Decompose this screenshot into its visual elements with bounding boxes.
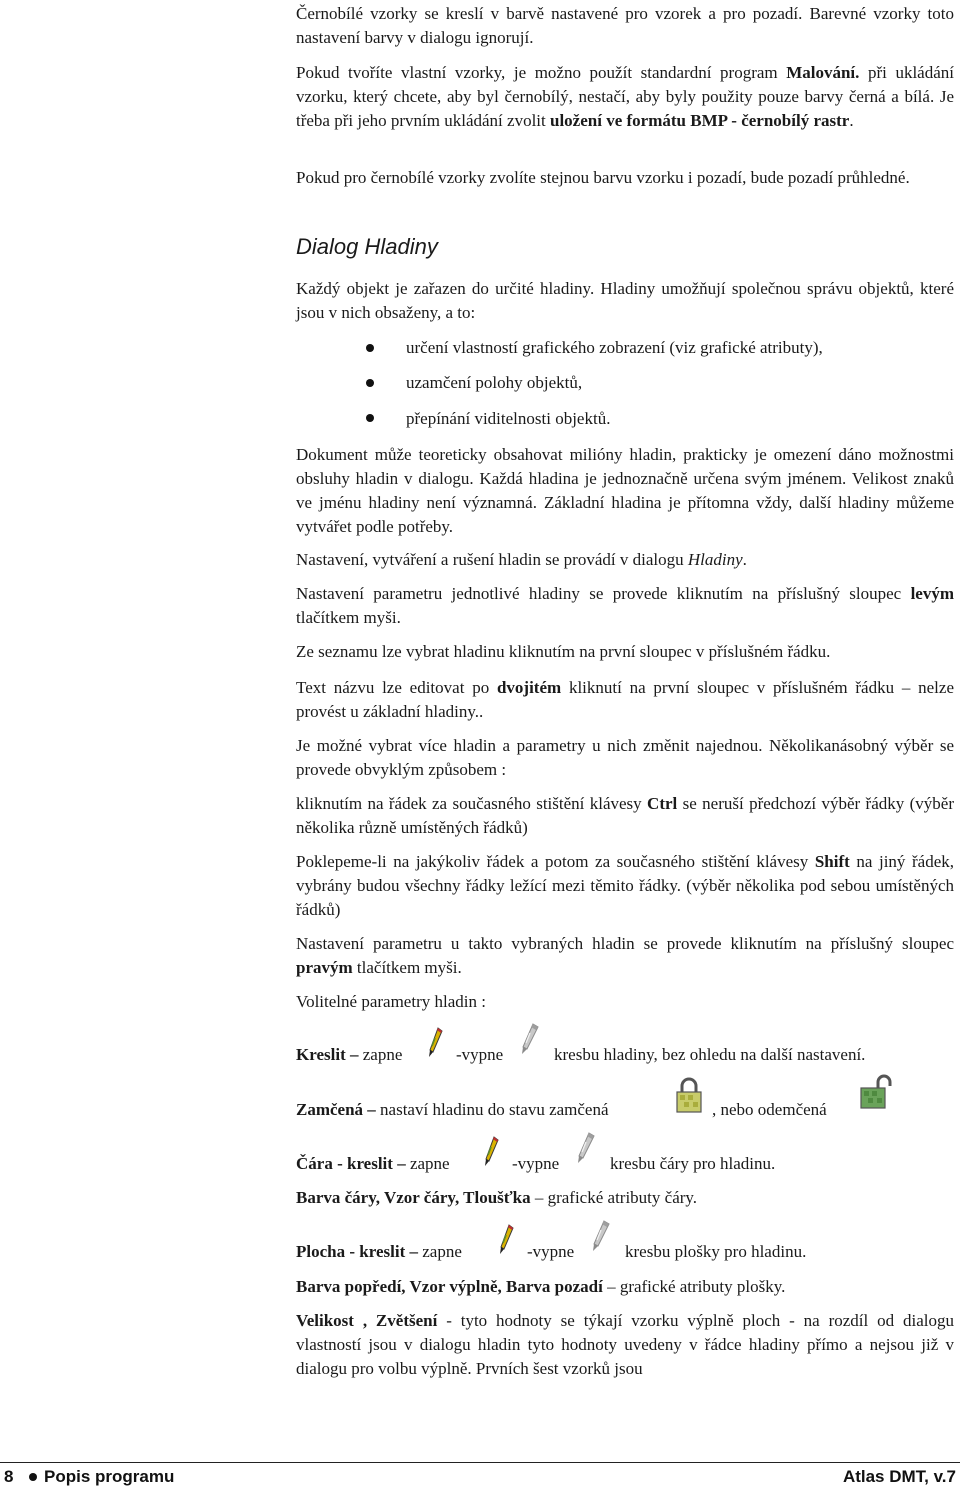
paragraph-select: Ze seznamu lze vybrat hladinu kliknutím na první sloupec v příslušném řádku. [296, 642, 831, 661]
text: kliknutí na první sloupec v příslušném řádku – nelze provést u základní hladiny.. [296, 678, 954, 721]
pencil-gray-icon [590, 1219, 614, 1255]
text: -vypne [512, 1154, 560, 1173]
paragraph-size-zoom [296, 1309, 954, 1381]
param-cara [296, 1152, 450, 1176]
paragraph-bw-patterns [296, 2, 954, 50]
key-name: Ctrl [647, 794, 678, 813]
list-item: určení vlastností grafického zobrazení (viz grafické atributy), [406, 338, 823, 357]
pencil-gray-icon [575, 1131, 599, 1167]
list-item: uzamčení polohy objektů, [406, 373, 583, 392]
text: kliknutím na řádek za současného stištění klávesy [296, 794, 648, 813]
param-barva-cary [296, 1186, 697, 1210]
text: Černobílé vzorky se kreslí v barvě nastavené pro vzorek a pro pozadí. Barevné vzorky toto nastavení barvy v dialogu ignorují. [296, 4, 954, 47]
lock-closed-icon [674, 1076, 704, 1114]
text: -vypne [456, 1045, 504, 1064]
text: na jiný řádek, vybrány budou všechny řádky ležící mezi těmito řádky. (výběr několika pod sebou umístěných řádků) [296, 852, 954, 919]
text: tlačítkem myši. [352, 958, 462, 977]
text: kresbu plošky pro hladinu. [625, 1242, 807, 1261]
emphasis: levým [910, 584, 954, 603]
param-name: Plocha - kreslit – [296, 1242, 418, 1261]
text: Nastavení, vytváření a rušení hladin se provádí v dialogu [296, 550, 688, 569]
param-name: Čára - kreslit – [296, 1154, 406, 1173]
emphasis: dvojitém [496, 678, 562, 697]
text: – grafické atributy čáry. [530, 1188, 698, 1207]
text: , nebo odemčená [712, 1100, 827, 1119]
text: - tyto hodnoty se týkají vzorku výplně ploch - na rozdíl od dialogu vlastností jsou v dialogu hladin tyto hodnoty uvedeny v řádce hladiny přímo a nejsou již v dialogu pro volbu výplně. Prvních šest vzorků jsou [296, 1311, 954, 1378]
paragraph-own-patterns [296, 61, 954, 133]
paragraph-optional-params: Volitelné parametry hladin : [296, 992, 486, 1011]
text: nastaví hladinu do stavu zamčená [375, 1100, 609, 1119]
section-heading: Dialog Hladiny [296, 234, 438, 259]
bmp-format: uložení ve formátu BMP - černobílý rastr [550, 111, 850, 130]
paragraph-multi-select: Je možné vybrat více hladin a parametry u nich změnit najednou. Několikanásobný výběr se provede obvyklým způsobem : [296, 736, 954, 779]
paragraph-shift [296, 850, 954, 922]
paragraph-right-click [296, 932, 954, 980]
pencil-color-icon [426, 1026, 448, 1060]
paragraph-transparent: Pokud pro černobílé vzorky zvolíte stejnou barvu vzorku i pozadí, bude pozadí průhledné. [296, 168, 910, 187]
param-kreslit [296, 1043, 402, 1067]
text: kresbu čáry pro hladinu. [610, 1154, 776, 1173]
param-plocha [296, 1240, 462, 1264]
text: při ukládání vzorku, který chcete, aby byl černobílý, nestačí, aby byly použity pouze barvy černá a bílá. Je třeba při jeho prvním ukládání zvolit [296, 63, 954, 130]
bullet-dot [366, 379, 374, 387]
pencil-color-icon [497, 1223, 519, 1257]
pencil-gray-icon [519, 1022, 543, 1058]
text: Pokud tvoříte vlastní vzorky, je možno použít standardní program [296, 63, 787, 82]
footer-rule [0, 1462, 960, 1463]
param-name: Barva čáry, Vzor čáry, Tloušťka [296, 1188, 531, 1207]
paragraph-layers-intro: Každý objekt je zařazen do určité hladiny. Hladiny umožňují společnou správu objektů, které jsou v nich obsaženy, a to: [296, 279, 954, 322]
text: . [849, 111, 854, 130]
text: -vypne [527, 1242, 575, 1261]
param-name: Velikost , Zvětšení [296, 1311, 438, 1330]
param-barva-popredi [296, 1275, 785, 1299]
footer-bullet [29, 1473, 37, 1481]
param-name: Zamčená – [296, 1100, 376, 1119]
text: se neruší předchozí výběr řádky (výběr několika různě umístěných řádků) [296, 794, 954, 837]
emphasis: pravým [296, 958, 353, 977]
pencil-color-icon [482, 1135, 504, 1169]
bullet-dot [366, 344, 374, 352]
paragraph-ctrl [296, 792, 954, 840]
text: zapne [417, 1242, 462, 1261]
product-name: Atlas DMT, v.7 [842, 1467, 956, 1486]
text: Text názvu lze editovat po [296, 678, 497, 697]
param-zamcena [296, 1098, 609, 1122]
paragraph-dialog [296, 548, 954, 572]
paragraph-edit-name [296, 676, 954, 724]
text: zapne [358, 1045, 403, 1064]
key-name: Shift [814, 852, 850, 871]
paragraph-millions: Dokument může teoreticky obsahovat milióny hladin, prakticky je omezení dáno možnostmi obsluhy hladin v dialogu. Každá hladina je jednoznačně určena svým jménem. Velikost znaků ve jménu hladiny není významná. Základní hladina je přítomna vždy, další hladiny můžeme vytvářet podle potřeby. [296, 445, 954, 536]
dialog-name: Hladiny [687, 550, 743, 569]
section-title: Popis programu [44, 1467, 175, 1486]
list-item: přepínání viditelnosti objektů. [406, 409, 611, 428]
param-name: Barva popředí, Vzor výplně, Barva pozadí [296, 1277, 603, 1296]
text: Poklepeme-li na jakýkoliv řádek a potom za současného stištění klávesy [296, 852, 815, 871]
text: kresbu hladiny, bez ohledu na další nastavení. [554, 1045, 866, 1064]
text: . [742, 550, 747, 569]
param-name: Kreslit – [296, 1045, 359, 1064]
text: Nastavení parametru jednotlivé hladiny se provede kliknutím na příslušný sloupec [296, 584, 911, 603]
text: Nastavení parametru u takto vybraných hladin se provede kliknutím na příslušný sloupec [296, 934, 954, 953]
paragraph-left-click [296, 582, 954, 630]
text: tlačítkem myši. [296, 608, 401, 627]
bullet-dot [366, 414, 374, 422]
text: zapne [405, 1154, 450, 1173]
program-name: Malování. [786, 63, 860, 82]
text: – grafické atributy plošky. [602, 1277, 786, 1296]
lock-open-icon [858, 1074, 892, 1110]
page-number: 8 [4, 1467, 14, 1486]
